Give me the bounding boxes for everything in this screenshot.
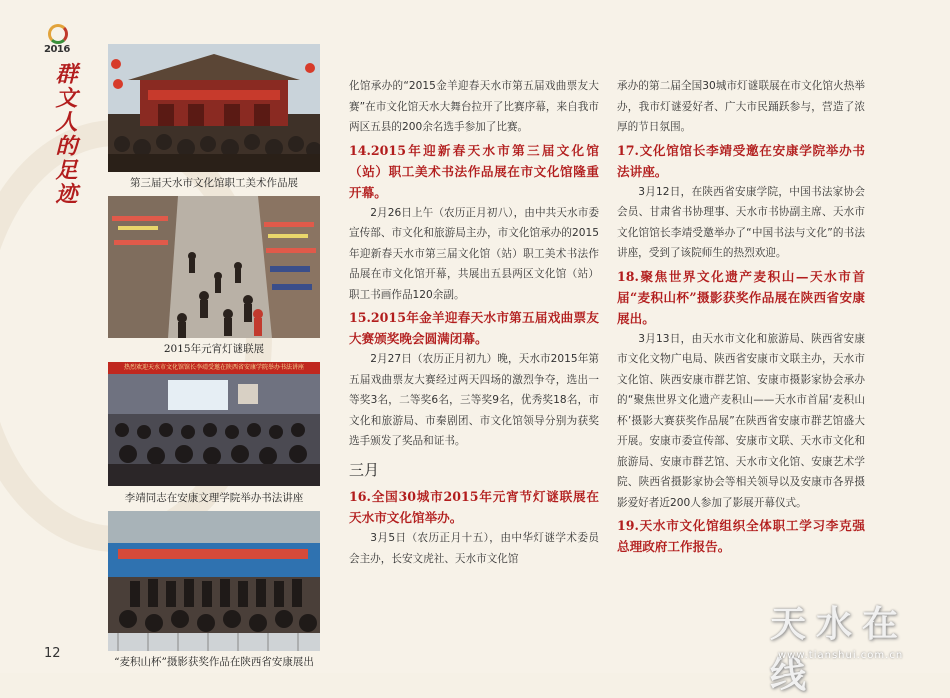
item-heading-14: 14.2015年迎新春天水市第三届文化馆（站）职工美术书法作品展在市文化馆隆重开幕。 — [349, 142, 599, 200]
month-heading: 三月 — [349, 460, 380, 479]
item-heading-18: 18.聚焦世界文化遗产麦积山—天水市首届“麦积山杯”摄影获奖作品展在陕西省安康展出。 — [617, 268, 865, 326]
vertical-section-title: 群文人的足迹 — [52, 62, 78, 206]
lecture-banner: 热烈欢迎天水市文化馆馆长李靖受邀在陕西省安康学院举办书法讲座 — [123, 364, 304, 371]
item-heading-15: 15.2015年金羊迎春天水市第五届戏曲票友大赛颁奖晚会圆满闭幕。 — [349, 310, 599, 346]
paragraph: 化馆承办的“2015金羊迎春天水市第五届戏曲票友大赛”在市文化馆天水大舞台拉开了比赛序幕，来自我市两区五县的200余名选手参加了比赛。 — [349, 80, 599, 133]
item-heading-19: 19.天水市文化馆组织全体职工学习李克强总理政府工作报告。 — [617, 518, 865, 554]
paragraph: 承办的第二届全国30城市灯谜联展在市文化馆火热举办，我市灯谜爱好者、广大市民踊跃参与，营造了浓厚的节日氛围。 — [617, 80, 865, 133]
paragraph: 2月27日（农历正月初九）晚，天水市2015年第五届戏曲票友大赛经过两天四场的激烈争夺，选出一等奖3名，二等奖6名，三等奖9名，优秀奖18名，市文化和旅游局、市秦剧团、市文化馆领导分别为获奖选手颁发了奖品和证书。 — [349, 353, 599, 447]
logo-ring-icon — [48, 24, 68, 44]
photo-maijishan-exhibition — [108, 511, 320, 651]
logo-2016 — [44, 24, 76, 58]
photo-caption: 李靖同志在安康文理学院举办书法讲座 — [124, 492, 304, 504]
text-column-2 — [617, 76, 865, 557]
photo-calligraphy-lecture — [108, 362, 320, 486]
photo-caption: “麦积山杯”摄影获奖作品在陕西省安康展出 — [114, 656, 314, 668]
paragraph: 3月13日，由天水市文化和旅游局、陕西省安康市文化文物广电局、陕西省安康市文联主办，天水市文化馆、陕西安康市群艺馆、安康市摄影家协会承办的“聚焦世界文化遗产麦积山——天水市首届‘麦积山杯’摄影大赛获奖作品展”在陕西省安康市群艺馆盛大开展。安康市委宣传部、安康市文联、天水市文化和旅游局、安康市群艺馆、天水市文化馆、安康艺术学院、陕西省摄影家协会等相关领导以及安康市各界摄影爱好者近200人参加了影展开幕仪式。 — [617, 332, 865, 509]
paragraph: 2月26日上午（农历正月初八），由中共天水市委宣传部、市文化和旅游局主办，市文化馆承办的2015年迎新春天水市第三届文化馆（站）职工美术书法作品展在市文化馆开幕，共展出五县两区文化馆（站）职工书画作品120余副。 — [349, 206, 599, 301]
photo-lantern-riddle — [108, 196, 320, 338]
photo-art-exhibition — [108, 44, 320, 172]
page-number: 12 — [44, 646, 61, 661]
watermark-url: www.tianshui.com.cn — [778, 650, 904, 661]
watermark-logo: 天水在线 — [770, 603, 909, 696]
text-column-1 — [349, 76, 599, 569]
photo-caption: 2015年元宵灯谜联展 — [163, 343, 265, 355]
paragraph: 3月5日（农历正月十五），由中华灯谜学术委员会主办，长安文虎社、天水市文化馆 — [349, 532, 599, 565]
photo-caption: 第三届天水市文化馆职工美术作品展 — [130, 177, 298, 189]
item-heading-16: 16.全国30城市2015年元宵节灯谜联展在天水市文化馆举办。 — [349, 489, 599, 525]
item-heading-17: 17.文化馆馆长李靖受邀在安康学院举办书法讲座。 — [617, 142, 865, 179]
logo-year: 2016 — [44, 44, 70, 55]
paragraph: 3月12日，在陕西省安康学院，中国书法家协会会员、甘肃省书协理事、天水市书协副主席、天水市文化馆馆长李靖受邀举办了“中国书法与文化”的书法讲座，受到了该院师生的热烈欢迎。 — [617, 185, 865, 259]
